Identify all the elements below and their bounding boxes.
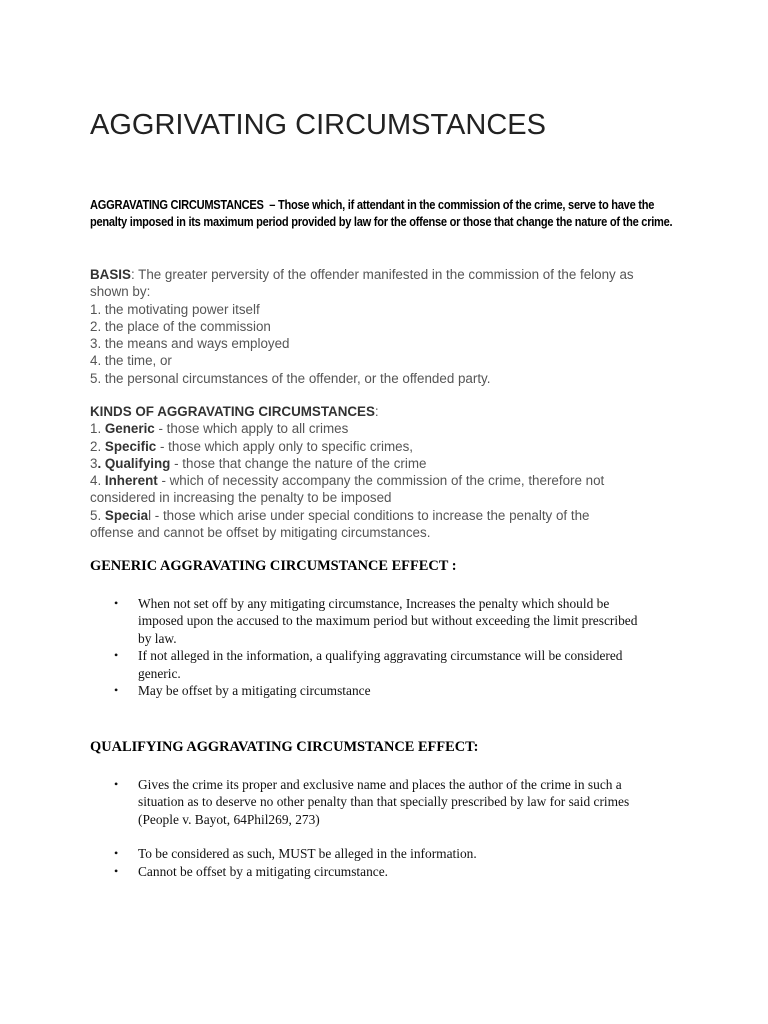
list-item-text: May be offset by a mitigating circumstance [138, 683, 371, 699]
basis-text: : The greater perversity of the offender manifested in the commission of the felony as shown by: [90, 267, 634, 300]
generic-effect-heading [90, 558, 456, 575]
qualifying-effect-list [114, 776, 654, 880]
kinds-item-desc: - those which apply only to specific crimes, [156, 438, 414, 454]
kinds-item-desc: - those that change the nature of the crime [170, 455, 427, 471]
list-item-text: If not alleged in the information, a qualifying aggravating circumstance will be considered generic. [138, 648, 623, 681]
list-item-text: Cannot be offset by a mitigating circumstance. [138, 863, 389, 879]
definition-text: – Those which, if attendant in the commission of the crime, serve to have the penalty imposed in its maximum period provided by law for the offense or those that change the nature of the crime. [90, 198, 673, 229]
kinds-item [90, 455, 650, 472]
kinds-item-name: Generic [104, 421, 155, 437]
kinds-item-desc: - those which apply to all crimes [154, 421, 349, 437]
kinds-item-desc: - which of necessity accompany the commission of the crime, therefore not considered in increasing the penalty to be imposed [90, 473, 605, 506]
kinds-item-number: 5. [90, 507, 105, 523]
list-item [114, 595, 654, 647]
kinds-label: KINDS OF AGGRAVATING CIRCUMSTANCES [90, 404, 375, 419]
basis-item: 5. the personal circumstances of the offender, or the offended party. [90, 370, 491, 386]
basis-item: 4. the time, or [90, 353, 172, 369]
kinds-suffix: : [374, 404, 379, 419]
basis-intro [90, 266, 650, 301]
bullet-icon: • [114, 648, 119, 663]
bullet-icon: • [114, 863, 119, 878]
list-item-text: When not set off by any mitigating circumstance, Increases the penalty which should be imposed upon the accused to the maximum period but without exceeding the limit prescribed by law. [138, 596, 638, 646]
bullet-icon: • [114, 683, 119, 698]
kinds-item-number: 4. [90, 473, 105, 489]
kinds-item [90, 507, 635, 542]
qualifying-effect-heading: QUALIFYING AGGRAVATING CIRCUMSTANCE EFFECT: [90, 739, 479, 755]
kinds-item-name: Specific [104, 438, 157, 454]
basis-section [90, 266, 650, 387]
kinds-item-number: 3 [90, 455, 98, 471]
bullet-icon: • [114, 596, 119, 610]
bullet-icon: • [114, 777, 119, 791]
list-item [114, 776, 654, 828]
list-item [114, 845, 654, 862]
generic-effect-heading-text: GENERIC AGGRAVATING CIRCUMSTANCE EFFECT [90, 558, 449, 574]
kinds-item-desc: l - those which arise under special conditions to increase the penalty of the offense and cannot be offset by mitigating circumstances. [90, 507, 590, 541]
generic-effect-heading-suffix: : [448, 558, 457, 574]
list-item [114, 647, 654, 682]
list-item-text: Gives the crime its proper and exclusive name and places the author of the crime in such a situation as to deserve no other penalty than that specially prescribed by law for said crimes (People v. Bayot, 64Phil269, 273) [138, 777, 630, 827]
kinds-item [90, 438, 650, 455]
generic-effect-list [114, 595, 654, 699]
list-item-text: To be considered as such, MUST be alleged in the information. [138, 846, 477, 862]
kinds-item-number: 1. [90, 421, 105, 437]
definition-paragraph [90, 197, 680, 231]
kinds-item-name: Inherent [104, 473, 158, 489]
basis-label: BASIS [90, 267, 131, 282]
kinds-item-name: . Qualifying [97, 455, 171, 471]
kinds-heading [90, 403, 650, 420]
basis-item: 1. the motivating power itself [90, 301, 260, 317]
list-item [114, 682, 654, 699]
kinds-item-number: 2. [90, 438, 105, 454]
definition-term: AGGRAVATING CIRCUMSTANCES [90, 198, 264, 212]
kinds-section [90, 403, 650, 541]
document-title: AGGRIVATING CIRCUMSTANCES [90, 109, 546, 141]
bullet-icon: • [114, 846, 119, 861]
kinds-item-name: Specia [104, 507, 149, 523]
basis-item: 2. the place of the commission [90, 318, 271, 334]
kinds-item [90, 472, 650, 507]
list-item [114, 863, 654, 880]
kinds-item [90, 420, 650, 437]
basis-item: 3. the means and ways employed [90, 336, 290, 352]
